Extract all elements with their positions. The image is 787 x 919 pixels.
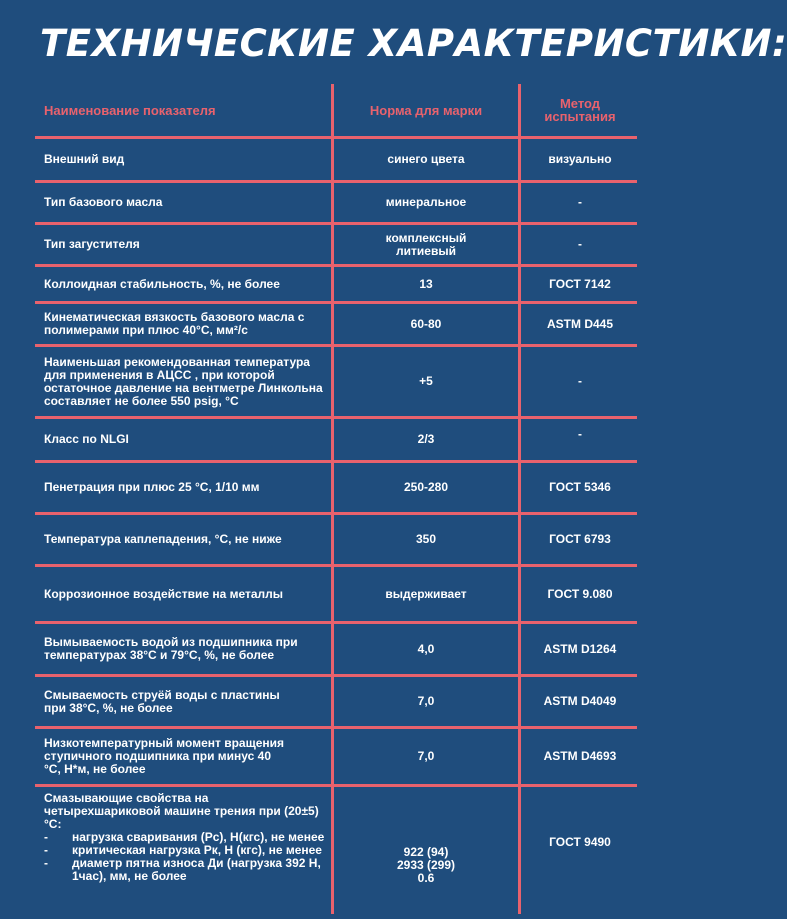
row-method: -	[578, 426, 582, 441]
row-method: ГОСТ 6793	[549, 532, 611, 546]
row-name: Тип загустителя	[44, 237, 140, 251]
row-norm: минеральное	[385, 195, 467, 209]
row-norm: комплексный литиевый	[385, 230, 467, 258]
row-name: Низкотемпературный момент вращения ступичного подшипника при минус 40 °С, Н*м, не более	[44, 736, 285, 776]
bullet-text: критическая нагрузка Рк, Н (кгс), не менее	[72, 843, 322, 857]
row-name-lubrication	[44, 792, 329, 912]
row-name: Внешний вид	[44, 152, 125, 166]
spec-table	[35, 84, 637, 914]
row-name: Тип базового масла	[44, 195, 163, 209]
row-method: ASTM D4693	[543, 749, 617, 763]
row-method: ГОСТ 9.080	[547, 586, 613, 601]
row-norm: 4,0	[417, 641, 435, 656]
row-name: Наименьшая рекомендованная температура для применения в АЦСС , при которой остаточное давление на вентметре Линкольна составляет не более 550 psig, °С	[44, 354, 323, 408]
bullet-dash: -	[44, 856, 48, 870]
bullet-dash: -	[44, 830, 48, 844]
header-name: Наименование показателя	[44, 102, 216, 118]
bullet-text: нагрузка сваривания (Рс), Н(кгс), не менее	[72, 830, 325, 844]
row-name: Класс по NLGI	[44, 432, 129, 446]
row-method: ГОСТ 7142	[549, 276, 611, 291]
row-norm: выдерживает	[385, 586, 467, 601]
row-name: Кинематическая вязкость базового масла с полимерами при плюс 40°С, мм²/с	[44, 310, 305, 337]
row-name: Коллоидная стабильность, %, не более	[44, 276, 280, 291]
row-method: ГОСТ 5346	[549, 480, 611, 494]
row-norm: 2/3	[417, 432, 435, 446]
row-method: -	[578, 195, 582, 209]
row-norm: 7,0	[417, 694, 435, 708]
row-norm: 60-80	[410, 316, 442, 331]
row-divider	[35, 784, 637, 787]
bullet-text: диаметр пятна износа Ди (нагрузка 392 Н, 1час), мм, не более	[72, 856, 321, 883]
page-title: ТЕХНИЧЕСКИЕ ХАРАКТЕРИСТИКИ:	[40, 22, 787, 65]
row-norm: 350	[415, 532, 437, 546]
row-name: Температура каплепадения, °С, не ниже	[44, 532, 282, 546]
row-name: Вымываемость водой из подшипника при температурах 38°С и 79°С, %, не более	[44, 635, 298, 662]
row-method: -	[578, 374, 582, 388]
row-norm: синего цвета	[387, 152, 465, 166]
norm-value: 0.6	[417, 871, 435, 885]
row-name: Смываемость струёй воды с пластины при 38°С, %, не более	[44, 687, 280, 715]
bullet-dash: -	[44, 843, 48, 857]
norm-value: 922 (94)	[403, 845, 449, 859]
row-name: Пенетрация при плюс 25 °С, 1/10 мм	[44, 480, 260, 494]
row-norm: +5	[419, 374, 433, 388]
header-method: Метод испытания	[544, 96, 616, 124]
row-norm-lubrication	[336, 846, 516, 886]
norm-value: 2933 (299)	[396, 858, 456, 872]
column-divider	[331, 84, 334, 914]
list-item	[44, 857, 329, 883]
row-norm: 7,0	[417, 749, 435, 763]
row-method: ASTM D1264	[543, 641, 617, 656]
header-norm: Норма для марки	[369, 102, 483, 118]
column-divider	[518, 84, 521, 914]
lubrication-intro: Смазывающие свойства на четырехшариковой машине трения при (20±5)°С:	[44, 791, 319, 831]
row-name: Коррозионное воздействие на металлы	[44, 586, 284, 601]
row-method: ASTM D445	[546, 316, 614, 331]
row-method: ГОСТ 9490	[549, 834, 611, 849]
row-method: ASTM D4049	[543, 694, 617, 708]
row-method: -	[578, 237, 582, 251]
row-norm: 13	[419, 276, 433, 291]
row-norm: 250-280	[403, 480, 449, 494]
row-method: визуально	[548, 152, 612, 166]
